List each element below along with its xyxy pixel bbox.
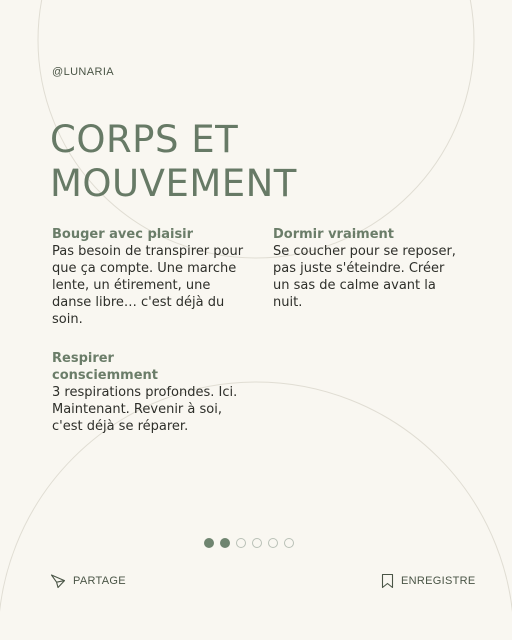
pagination-dots — [204, 538, 294, 548]
section-heading: Respirer consciemment — [52, 351, 158, 383]
section-sleep — [273, 226, 461, 311]
share-button[interactable] — [50, 573, 126, 589]
section-heading: Bouger avec plaisir — [52, 227, 194, 242]
section-body: 3 respirations profondes. Ici. Maintenant. Revenir à soi, c'est déjà se réparer. — [52, 385, 238, 434]
section-body: Se coucher pour se reposer, pas juste s'éteindre. Créer un sas de calme avant la nuit. — [273, 244, 456, 310]
pagination-dot-2[interactable] — [220, 538, 230, 548]
section-move — [52, 226, 252, 328]
title-line-2: MOUVEMENT — [50, 162, 297, 205]
section-heading: Dormir vraiment — [273, 227, 395, 242]
share-label: PARTAGE — [73, 575, 126, 587]
save-button[interactable] — [381, 573, 476, 589]
page-title — [50, 118, 297, 206]
pagination-dot-5[interactable] — [268, 538, 278, 548]
title-line-1: CORPS ET — [50, 118, 239, 161]
pagination-dot-6[interactable] — [284, 538, 294, 548]
section-breathe — [52, 350, 252, 435]
save-label: ENREGISTRE — [401, 575, 476, 587]
section-body: Pas besoin de transpirer pour que ça compte. Une marche lente, un étirement, une danse libre… c'est déjà du soin. — [52, 244, 244, 327]
send-icon — [50, 573, 66, 589]
account-handle: @LUNARIA — [52, 66, 115, 78]
bookmark-icon — [381, 573, 394, 589]
pagination-dot-3[interactable] — [236, 538, 246, 548]
pagination-dot-4[interactable] — [252, 538, 262, 548]
pagination-dot-1[interactable] — [204, 538, 214, 548]
